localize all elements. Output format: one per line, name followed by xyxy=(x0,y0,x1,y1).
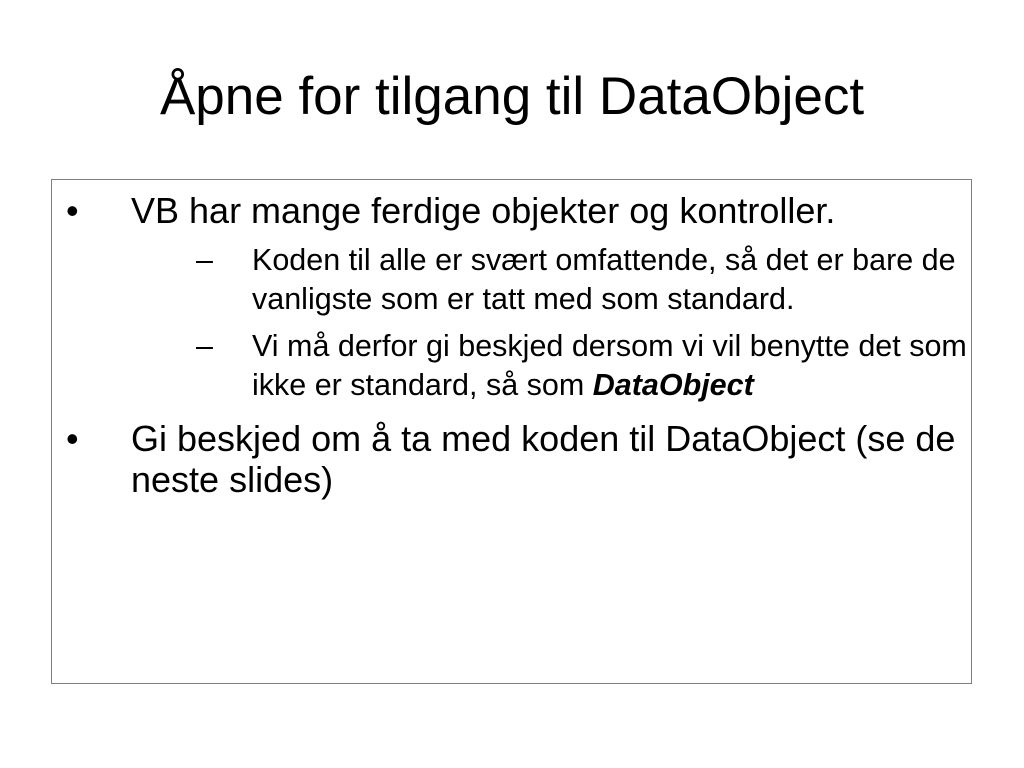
dash-marker: – xyxy=(196,243,213,277)
dash-marker: – xyxy=(196,329,213,363)
slide-title: Åpne for tilgang til DataObject xyxy=(159,67,865,126)
content-box xyxy=(51,179,972,684)
bullet-marker: • xyxy=(66,418,79,459)
sub-bullet-list xyxy=(131,241,971,405)
bullet-item xyxy=(52,418,971,500)
emphasized-term: DataObject xyxy=(592,368,754,402)
sub-bullet-item xyxy=(131,327,971,405)
bullet-text: Gi beskjed om å ta med koden til DataObject (se de neste slides) xyxy=(131,418,956,500)
sub-bullet-item xyxy=(131,241,971,319)
sub-bullet-text: Vi må derfor gi beskjed dersom vi vil benytte det som ikke er standard, så som xyxy=(252,329,967,402)
bullet-item xyxy=(52,190,971,405)
bullet-marker: • xyxy=(66,190,79,231)
sub-bullet-text: Koden til alle er svært omfattende, så det er bare de vanligste som er tatt med som standard. xyxy=(252,243,956,316)
bullet-text: VB har mange ferdige objekter og kontroller. xyxy=(131,190,836,231)
bullet-list xyxy=(52,190,971,500)
